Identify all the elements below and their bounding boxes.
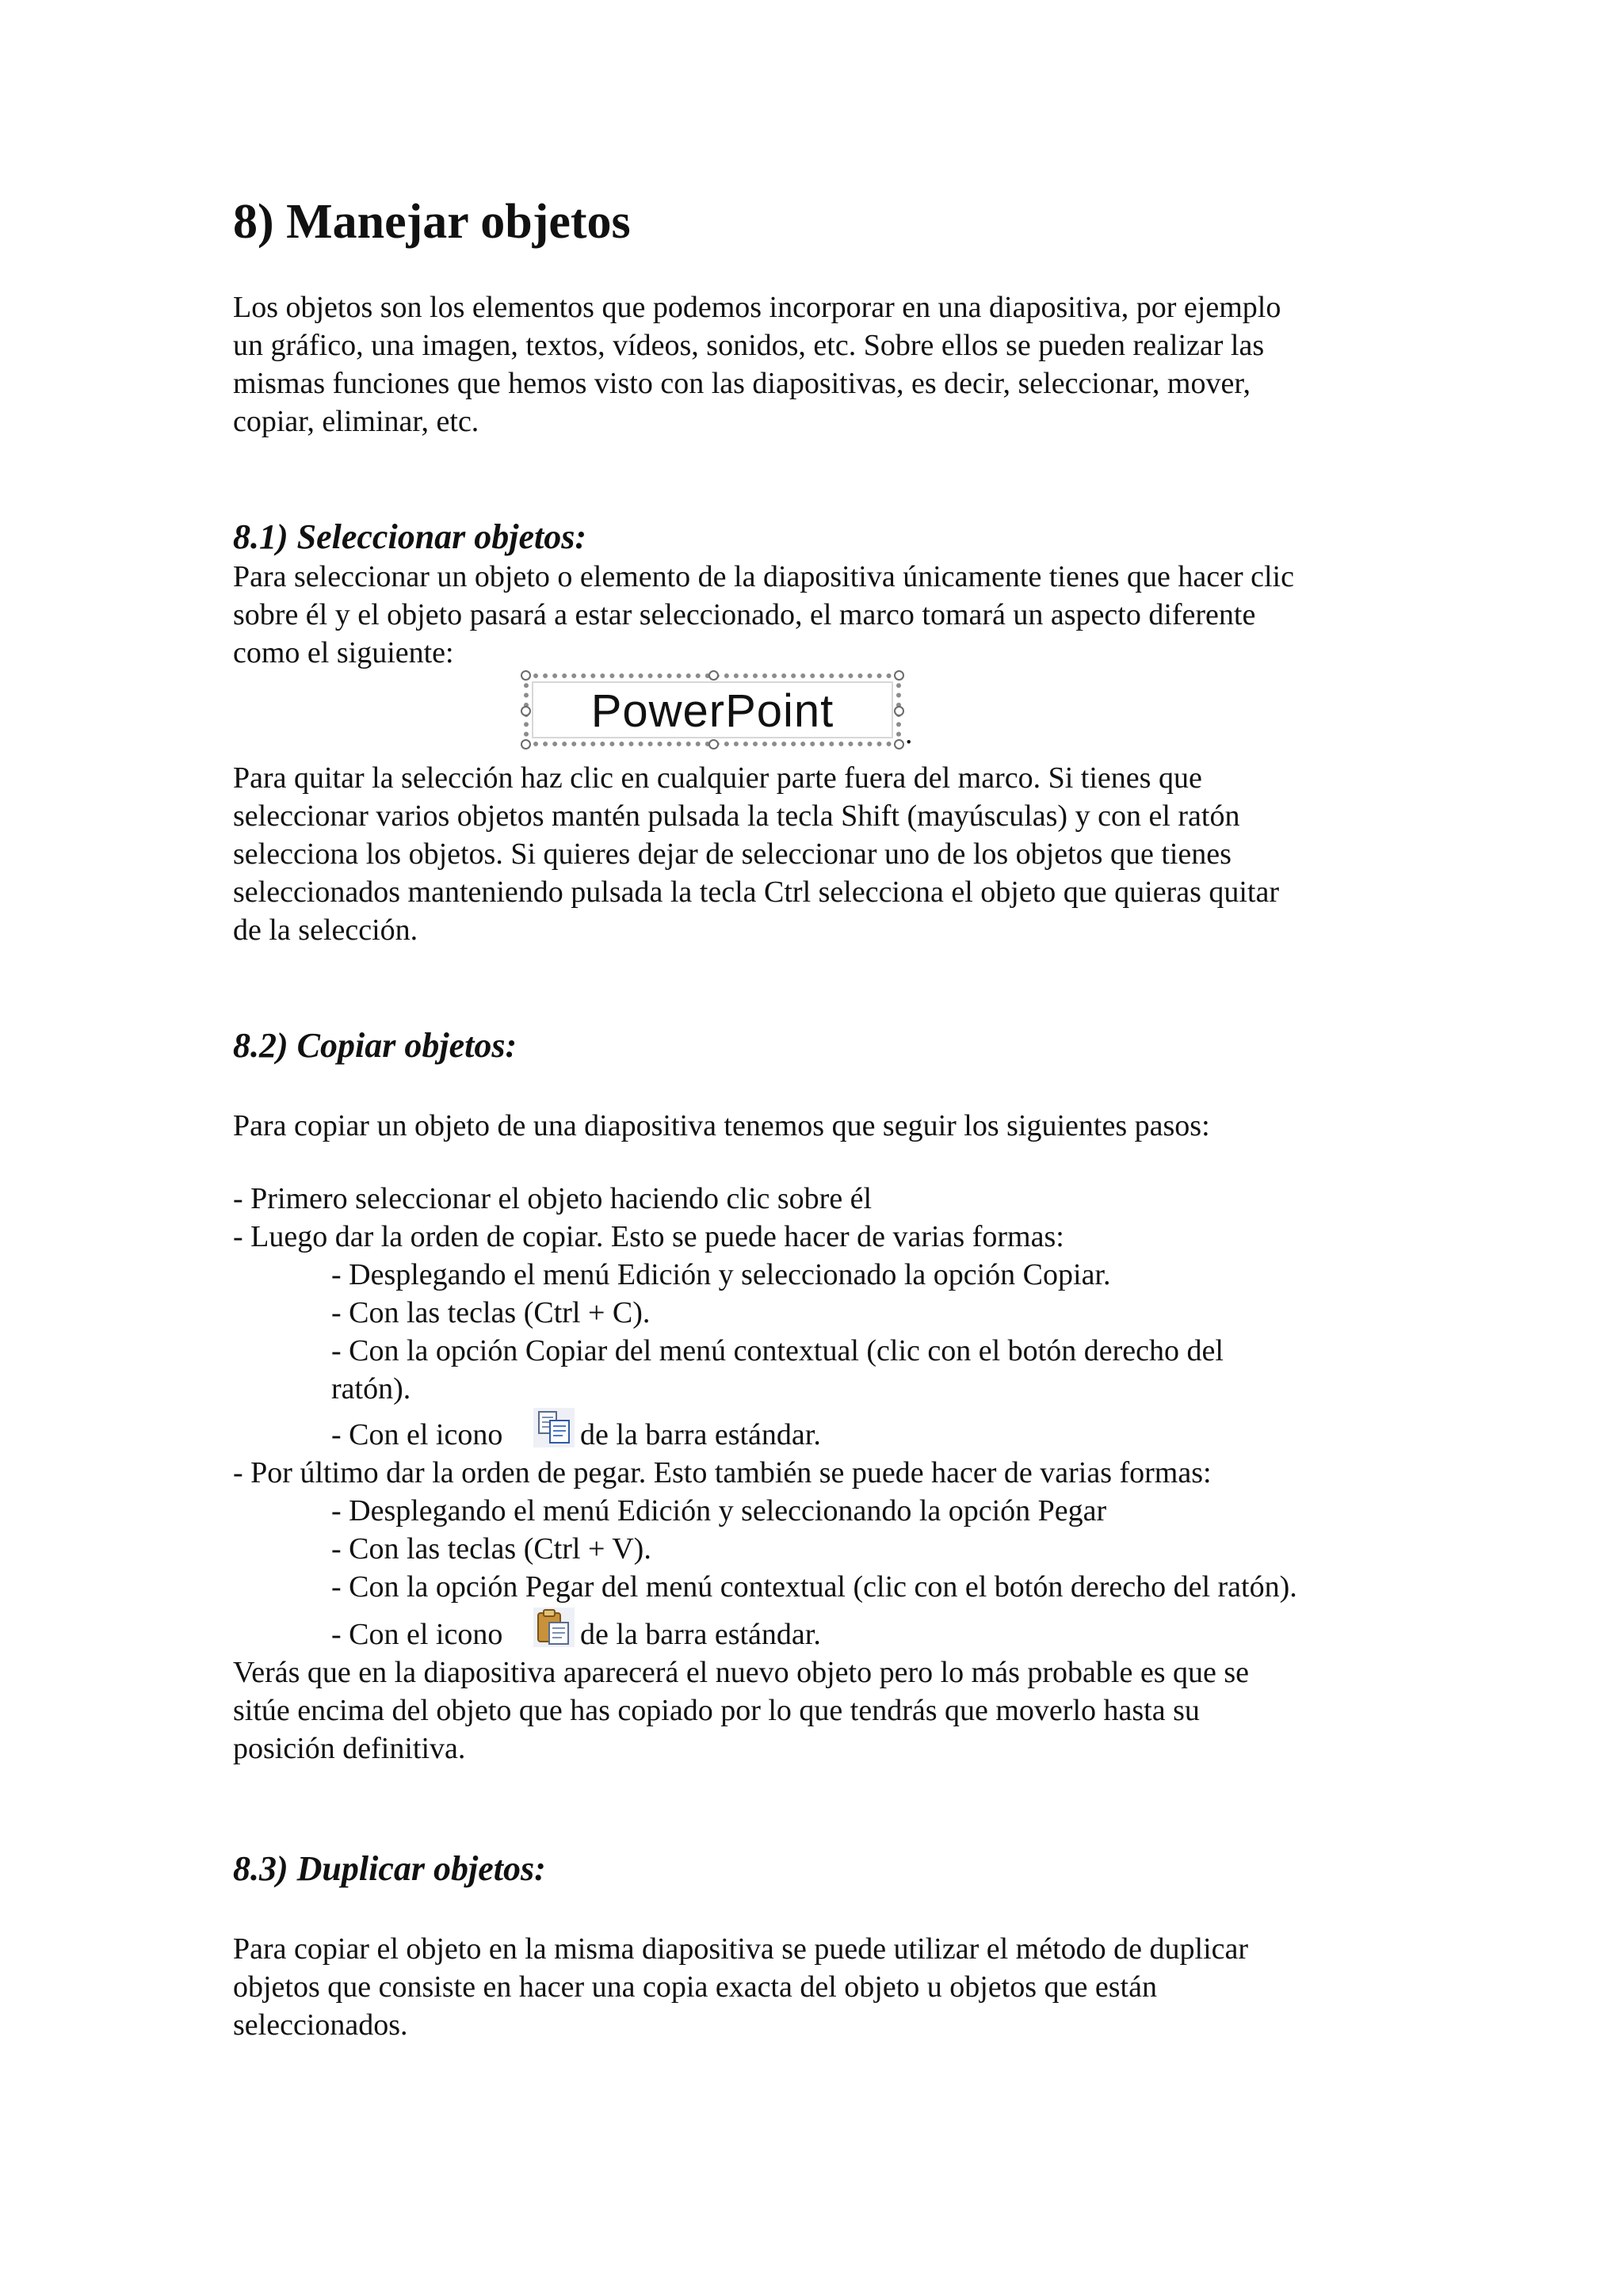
select-para-line: sobre él y el objeto pasará a estar seleccionado, el marco tomará un aspecto diferente xyxy=(233,598,1256,631)
section-heading-duplicate: 8.3) Duplicar objetos: xyxy=(233,1849,546,1888)
duplicate-para-line: seleccionados. xyxy=(233,2008,408,2042)
copy-outro-line: posición definitiva. xyxy=(233,1732,466,1765)
duplicate-para-line: Para copiar el objeto en la misma diapositiva se puede utilizar el método de duplicar xyxy=(233,1932,1249,1966)
selection-handle xyxy=(894,670,904,681)
copy-intro: Para copiar un objeto de una diapositiva tenemos que seguir los siguientes pasos: xyxy=(233,1109,1210,1142)
copy-option: - Con la opción Copiar del menú contextual (clic con el botón derecho del xyxy=(331,1334,1224,1367)
selection-handle xyxy=(521,670,531,681)
page-title: 8) Manejar objetos xyxy=(233,195,631,249)
intro-line: un gráfico, una imagen, textos, vídeos, sonidos, etc. Sobre ellos se pueden realizar las xyxy=(233,329,1265,362)
copy-outro-line: Verás que en la diapositiva aparecerá el nuevo objeto pero lo más probable es que se xyxy=(233,1656,1249,1689)
copy-option: - Con las teclas (Ctrl + C). xyxy=(331,1296,651,1329)
select-para-line: seleccionados manteniendo pulsada la tecla Ctrl selecciona el objeto que quieras quitar xyxy=(233,875,1279,909)
select-para-line: Para seleccionar un objeto o elemento de la diapositiva únicamente tienes que hacer clic xyxy=(233,560,1294,593)
select-para-line: selecciona los objetos. Si quieres dejar de seleccionar uno de los objetos que tienes xyxy=(233,837,1232,871)
copy-icon xyxy=(533,1407,575,1448)
selection-handle xyxy=(708,739,719,749)
paste-option: - Desplegando el menú Edición y seleccionando la opción Pegar xyxy=(331,1494,1107,1527)
copy-icon-line-start: - Con el icono xyxy=(331,1418,503,1451)
copy-option: - Desplegando el menú Edición y seleccionado la opción Copiar. xyxy=(331,1258,1111,1291)
copy-icon-line-end: de la barra estándar. xyxy=(580,1418,821,1451)
paste-option: - Con las teclas (Ctrl + V). xyxy=(331,1532,651,1566)
intro-line: Los objetos son los elementos que podemos incorporar en una diapositiva, por ejemplo xyxy=(233,291,1281,324)
paste-icon-line-end: de la barra estándar. xyxy=(580,1618,821,1651)
paste-option: - Con la opción Pegar del menú contextual (clic con el botón derecho del ratón). xyxy=(331,1570,1297,1604)
select-para-line: de la selección. xyxy=(233,913,418,947)
select-para-line: seleccionar varios objetos mantén pulsada la tecla Shift (mayúsculas) y con el ratón xyxy=(233,799,1240,833)
selection-handle xyxy=(708,670,719,681)
example-trailing-dot: . xyxy=(905,717,913,750)
selection-handle xyxy=(521,739,531,749)
example-label: PowerPoint xyxy=(590,685,834,737)
intro-line: mismas funciones que hemos visto con las diapositivas, es decir, seleccionar, mover, xyxy=(233,367,1251,400)
copy-step: - Primero seleccionar el objeto haciendo clic sobre él xyxy=(233,1182,873,1215)
paste-icon-line-start: - Con el icono xyxy=(331,1618,503,1651)
intro-line: copiar, eliminar, etc. xyxy=(233,405,479,438)
select-para-line: como el siguiente: xyxy=(233,636,454,669)
selected-object-example xyxy=(524,673,901,746)
select-para-line: Para quitar la selección haz clic en cualquier parte fuera del marco. Si tienes que xyxy=(233,761,1202,795)
section-heading-copy: 8.2) Copiar objetos: xyxy=(233,1026,517,1065)
duplicate-para-line: objetos que consiste en hacer una copia exacta del objeto u objetos que están xyxy=(233,1970,1157,2004)
copy-outro-line: sitúe encima del objeto que has copiado por lo que tendrás que moverlo hasta su xyxy=(233,1694,1200,1727)
copy-option: ratón). xyxy=(331,1372,411,1405)
section-heading-select: 8.1) Seleccionar objetos: xyxy=(233,517,587,556)
paste-icon xyxy=(533,1607,575,1648)
selection-handle xyxy=(894,739,904,749)
copy-step: - Luego dar la orden de copiar. Esto se puede hacer de varias formas: xyxy=(233,1220,1064,1253)
copy-step: - Por último dar la orden de pegar. Esto también se puede hacer de varias formas: xyxy=(233,1456,1212,1489)
